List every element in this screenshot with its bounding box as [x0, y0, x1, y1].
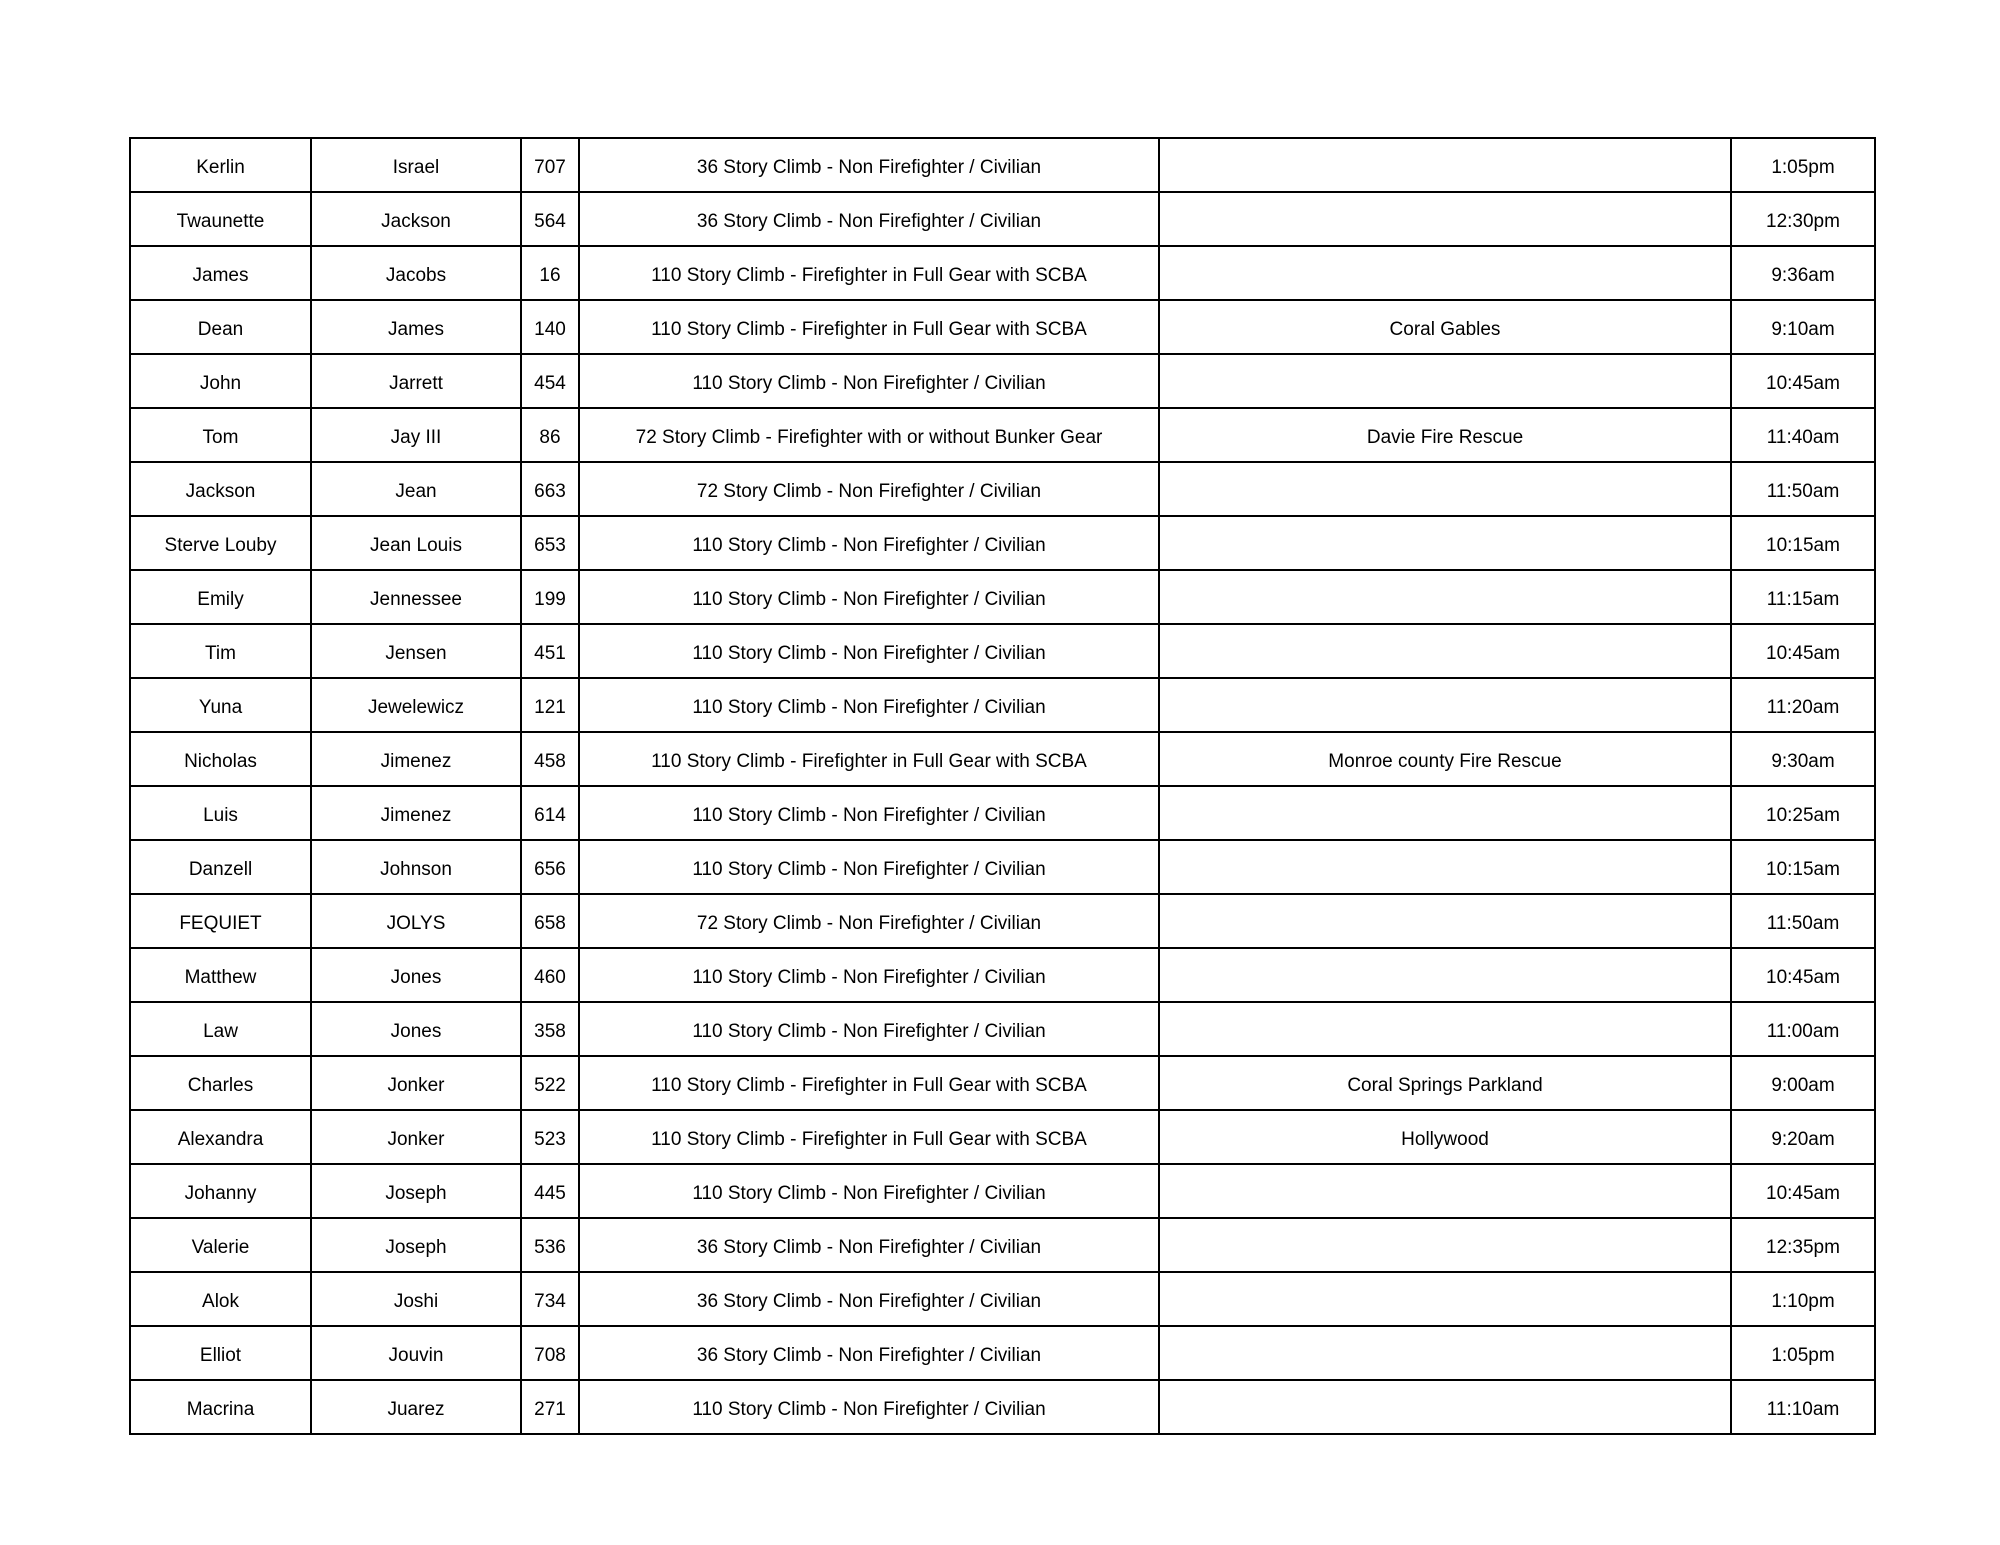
start-time-cell: 11:00am [1731, 1002, 1875, 1056]
last-name-cell: Jennessee [311, 570, 521, 624]
participant-table [129, 137, 1876, 1435]
bib-number-cell: 454 [521, 354, 579, 408]
last-name-cell: Jonker [311, 1110, 521, 1164]
event-cell: 110 Story Climb - Firefighter in Full Gear with SCBA [579, 1056, 1159, 1110]
start-time-cell: 9:36am [1731, 246, 1875, 300]
bib-number-cell: 658 [521, 894, 579, 948]
team-cell [1159, 1002, 1731, 1056]
team-cell [1159, 1218, 1731, 1272]
event-cell: 110 Story Climb - Non Firefighter / Civilian [579, 570, 1159, 624]
start-time-cell: 10:45am [1731, 948, 1875, 1002]
team-cell [1159, 462, 1731, 516]
first-name-cell: Nicholas [130, 732, 311, 786]
start-time-cell: 10:45am [1731, 624, 1875, 678]
table-row [130, 192, 1875, 246]
bib-number-cell: 536 [521, 1218, 579, 1272]
event-cell: 110 Story Climb - Non Firefighter / Civilian [579, 354, 1159, 408]
team-cell [1159, 570, 1731, 624]
last-name-cell: Jackson [311, 192, 521, 246]
last-name-cell: Joshi [311, 1272, 521, 1326]
start-time-cell: 1:05pm [1731, 138, 1875, 192]
table-row [130, 1380, 1875, 1434]
first-name-cell: Sterve Louby [130, 516, 311, 570]
bib-number-cell: 271 [521, 1380, 579, 1434]
team-cell [1159, 1380, 1731, 1434]
table-row [130, 1056, 1875, 1110]
last-name-cell: Joseph [311, 1164, 521, 1218]
event-cell: 110 Story Climb - Firefighter in Full Gear with SCBA [579, 732, 1159, 786]
team-cell [1159, 516, 1731, 570]
table-row [130, 408, 1875, 462]
first-name-cell: Kerlin [130, 138, 311, 192]
bib-number-cell: 663 [521, 462, 579, 516]
first-name-cell: Matthew [130, 948, 311, 1002]
bib-number-cell: 614 [521, 786, 579, 840]
bib-number-cell: 522 [521, 1056, 579, 1110]
event-cell: 72 Story Climb - Non Firefighter / Civilian [579, 462, 1159, 516]
bib-number-cell: 656 [521, 840, 579, 894]
table-row [130, 1002, 1875, 1056]
event-cell: 36 Story Climb - Non Firefighter / Civilian [579, 138, 1159, 192]
bib-number-cell: 16 [521, 246, 579, 300]
bib-number-cell: 445 [521, 1164, 579, 1218]
event-cell: 72 Story Climb - Firefighter with or without Bunker Gear [579, 408, 1159, 462]
team-cell: Monroe county Fire Rescue [1159, 732, 1731, 786]
first-name-cell: James [130, 246, 311, 300]
bib-number-cell: 199 [521, 570, 579, 624]
last-name-cell: Jean [311, 462, 521, 516]
team-cell [1159, 354, 1731, 408]
last-name-cell: Jarrett [311, 354, 521, 408]
bib-number-cell: 523 [521, 1110, 579, 1164]
team-cell [1159, 138, 1731, 192]
start-time-cell: 12:30pm [1731, 192, 1875, 246]
table-row [130, 732, 1875, 786]
event-cell: 110 Story Climb - Firefighter in Full Gear with SCBA [579, 300, 1159, 354]
event-cell: 110 Story Climb - Non Firefighter / Civilian [579, 1380, 1159, 1434]
start-time-cell: 1:05pm [1731, 1326, 1875, 1380]
start-time-cell: 10:15am [1731, 840, 1875, 894]
team-cell: Coral Springs Parkland [1159, 1056, 1731, 1110]
event-cell: 36 Story Climb - Non Firefighter / Civilian [579, 1218, 1159, 1272]
team-cell [1159, 786, 1731, 840]
event-cell: 110 Story Climb - Non Firefighter / Civilian [579, 516, 1159, 570]
start-time-cell: 9:10am [1731, 300, 1875, 354]
table-row [130, 246, 1875, 300]
start-time-cell: 9:30am [1731, 732, 1875, 786]
last-name-cell: Joseph [311, 1218, 521, 1272]
event-cell: 110 Story Climb - Non Firefighter / Civilian [579, 840, 1159, 894]
table-row [130, 300, 1875, 354]
start-time-cell: 10:45am [1731, 354, 1875, 408]
table-row [130, 1218, 1875, 1272]
team-cell [1159, 894, 1731, 948]
last-name-cell: Israel [311, 138, 521, 192]
start-time-cell: 10:15am [1731, 516, 1875, 570]
participant-table-body [130, 138, 1875, 1434]
last-name-cell: Juarez [311, 1380, 521, 1434]
first-name-cell: Valerie [130, 1218, 311, 1272]
first-name-cell: FEQUIET [130, 894, 311, 948]
last-name-cell: James [311, 300, 521, 354]
team-cell: Hollywood [1159, 1110, 1731, 1164]
start-time-cell: 9:20am [1731, 1110, 1875, 1164]
last-name-cell: Jones [311, 1002, 521, 1056]
last-name-cell: Jimenez [311, 786, 521, 840]
last-name-cell: JOLYS [311, 894, 521, 948]
team-cell [1159, 1272, 1731, 1326]
bib-number-cell: 121 [521, 678, 579, 732]
table-row [130, 1272, 1875, 1326]
event-cell: 110 Story Climb - Non Firefighter / Civilian [579, 948, 1159, 1002]
bib-number-cell: 140 [521, 300, 579, 354]
bib-number-cell: 86 [521, 408, 579, 462]
first-name-cell: Alok [130, 1272, 311, 1326]
start-time-cell: 1:10pm [1731, 1272, 1875, 1326]
team-cell: Coral Gables [1159, 300, 1731, 354]
team-cell [1159, 1164, 1731, 1218]
bib-number-cell: 564 [521, 192, 579, 246]
event-cell: 36 Story Climb - Non Firefighter / Civilian [579, 192, 1159, 246]
event-cell: 110 Story Climb - Firefighter in Full Gear with SCBA [579, 1110, 1159, 1164]
bib-number-cell: 653 [521, 516, 579, 570]
team-cell [1159, 624, 1731, 678]
first-name-cell: Luis [130, 786, 311, 840]
event-cell: 36 Story Climb - Non Firefighter / Civilian [579, 1326, 1159, 1380]
start-time-cell: 10:25am [1731, 786, 1875, 840]
table-row [130, 786, 1875, 840]
event-cell: 110 Story Climb - Firefighter in Full Gear with SCBA [579, 246, 1159, 300]
start-time-cell: 11:40am [1731, 408, 1875, 462]
last-name-cell: Jones [311, 948, 521, 1002]
table-row [130, 1110, 1875, 1164]
table-row [130, 840, 1875, 894]
first-name-cell: John [130, 354, 311, 408]
last-name-cell: Jacobs [311, 246, 521, 300]
first-name-cell: Charles [130, 1056, 311, 1110]
table-row [130, 894, 1875, 948]
team-cell [1159, 948, 1731, 1002]
bib-number-cell: 458 [521, 732, 579, 786]
first-name-cell: Danzell [130, 840, 311, 894]
event-cell: 110 Story Climb - Non Firefighter / Civilian [579, 1164, 1159, 1218]
event-cell: 72 Story Climb - Non Firefighter / Civilian [579, 894, 1159, 948]
bib-number-cell: 734 [521, 1272, 579, 1326]
last-name-cell: Jonker [311, 1056, 521, 1110]
table-row [130, 948, 1875, 1002]
first-name-cell: Tim [130, 624, 311, 678]
bib-number-cell: 358 [521, 1002, 579, 1056]
first-name-cell: Alexandra [130, 1110, 311, 1164]
last-name-cell: Jouvin [311, 1326, 521, 1380]
team-cell: Davie Fire Rescue [1159, 408, 1731, 462]
team-cell [1159, 1326, 1731, 1380]
first-name-cell: Twaunette [130, 192, 311, 246]
table-row [130, 678, 1875, 732]
table-row [130, 1164, 1875, 1218]
last-name-cell: Jensen [311, 624, 521, 678]
start-time-cell: 9:00am [1731, 1056, 1875, 1110]
last-name-cell: Johnson [311, 840, 521, 894]
bib-number-cell: 707 [521, 138, 579, 192]
bib-number-cell: 708 [521, 1326, 579, 1380]
last-name-cell: Jean Louis [311, 516, 521, 570]
team-cell [1159, 192, 1731, 246]
first-name-cell: Johanny [130, 1164, 311, 1218]
first-name-cell: Jackson [130, 462, 311, 516]
first-name-cell: Dean [130, 300, 311, 354]
first-name-cell: Emily [130, 570, 311, 624]
start-time-cell: 10:45am [1731, 1164, 1875, 1218]
start-time-cell: 11:10am [1731, 1380, 1875, 1434]
first-name-cell: Yuna [130, 678, 311, 732]
bib-number-cell: 460 [521, 948, 579, 1002]
table-row [130, 1326, 1875, 1380]
table-row [130, 624, 1875, 678]
team-cell [1159, 246, 1731, 300]
event-cell: 110 Story Climb - Non Firefighter / Civilian [579, 678, 1159, 732]
last-name-cell: Jewelewicz [311, 678, 521, 732]
event-cell: 110 Story Climb - Non Firefighter / Civilian [579, 624, 1159, 678]
table-row [130, 516, 1875, 570]
start-time-cell: 11:50am [1731, 894, 1875, 948]
bib-number-cell: 451 [521, 624, 579, 678]
team-cell [1159, 678, 1731, 732]
start-time-cell: 11:50am [1731, 462, 1875, 516]
first-name-cell: Macrina [130, 1380, 311, 1434]
last-name-cell: Jay III [311, 408, 521, 462]
table-row [130, 462, 1875, 516]
start-time-cell: 11:20am [1731, 678, 1875, 732]
last-name-cell: Jimenez [311, 732, 521, 786]
team-cell [1159, 840, 1731, 894]
event-cell: 36 Story Climb - Non Firefighter / Civilian [579, 1272, 1159, 1326]
start-time-cell: 12:35pm [1731, 1218, 1875, 1272]
first-name-cell: Tom [130, 408, 311, 462]
table-row [130, 354, 1875, 408]
start-time-cell: 11:15am [1731, 570, 1875, 624]
first-name-cell: Law [130, 1002, 311, 1056]
first-name-cell: Elliot [130, 1326, 311, 1380]
event-cell: 110 Story Climb - Non Firefighter / Civilian [579, 786, 1159, 840]
table-row [130, 570, 1875, 624]
event-cell: 110 Story Climb - Non Firefighter / Civilian [579, 1002, 1159, 1056]
table-row [130, 138, 1875, 192]
